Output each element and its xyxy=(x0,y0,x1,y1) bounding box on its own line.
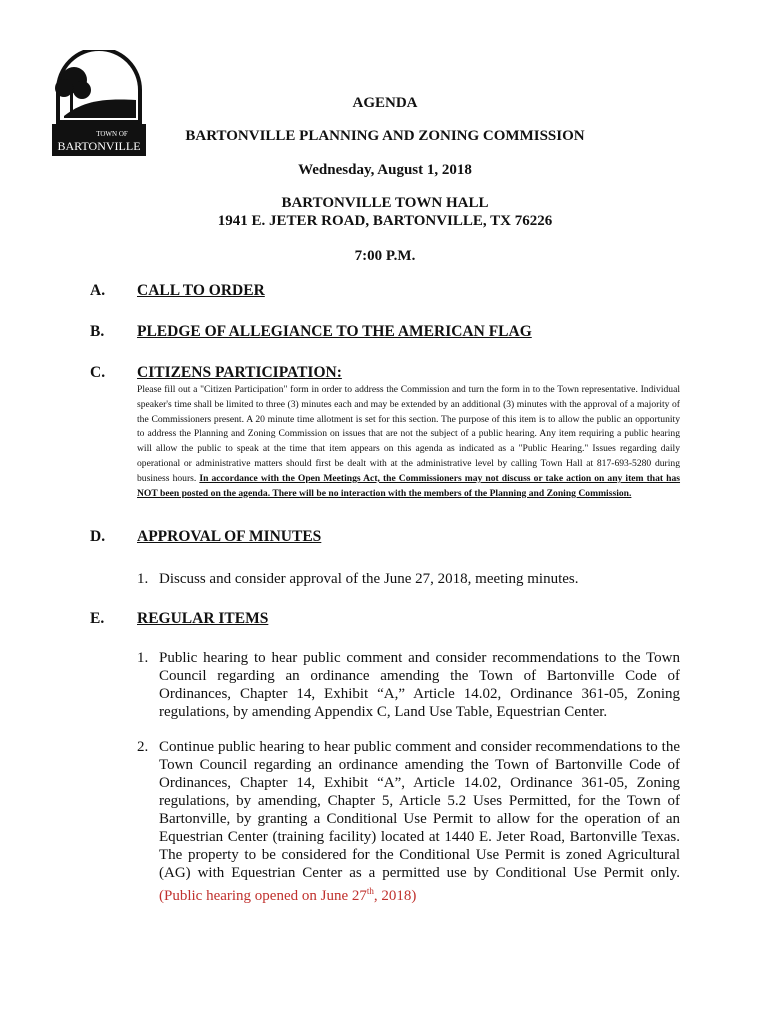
logo-line1: TOWN OF xyxy=(96,130,128,138)
item-number: 1. xyxy=(137,571,149,587)
citizens-participation-body: Please fill out a "Citizen Participation" form in order to address the Commission and turn the form in to the Town representative. Individual speaker's time shall be limited to three (3) minutes each and may be extended by an additional (3) minutes with the approval of a majority of the Commissioners present. A 20 minute time allotment is set for this section. The purpose of this item is to allow the public an opportunity to address the Planning and Zoning Commission on issues that are not the subject of a public hearing. Any item requiring a public hearing will allow the public to speak at the time that item appears on this agenda as indicated as a "Public Hearing." Issues regarding daily operational or administrative matters should first be dealt with at the administrative level by calling Town Hall at 817-693-5280 during business hours. xyxy=(137,384,680,484)
section-c-title: CITIZENS PARTICIPATION: xyxy=(137,364,342,381)
item-number: 1. xyxy=(137,650,149,666)
section-a-title: CALL TO ORDER xyxy=(137,282,265,299)
section-a-letter: A. xyxy=(90,282,106,299)
section-b-title: PLEDGE OF ALLEGIANCE TO THE AMERICAN FLAG xyxy=(137,323,532,340)
list-item xyxy=(137,649,680,721)
item-number: 2. xyxy=(137,739,149,755)
list-item xyxy=(137,738,680,905)
section-c-letter: C. xyxy=(90,364,106,381)
town-logo xyxy=(52,50,146,156)
public-hearing-note xyxy=(159,888,416,904)
item-body: Continue public hearing to hear public comment and consider recommendations to the Town Council regarding an ordinance amending the Town of Bartonville Code of Ordinances, Chapter 14, Exhibit “A”, Article 14.02, Ordinance 361-05, Zoning regulations, by amending, Chapter 5, Article 5.2 Uses Permitted, for the Town of Bartonville, by granting a Conditional Use Permit to allow for the operation of an Equestrian Center (training facility) located at 1440 E. Jeter Road, Bartonville Texas. The property to be considered for the Conditional Use Permit is zoned Agricultural (AG) with Equestrian Center as a permitted use by Conditional Use Permit only. xyxy=(159,739,680,881)
logo-line2: BARTONVILLE xyxy=(57,139,141,153)
venue-name: BARTONVILLE TOWN HALL xyxy=(281,195,489,211)
agenda-title: AGENDA xyxy=(352,95,418,111)
section-d-letter: D. xyxy=(90,528,106,545)
open-meetings-notice: In accordance with the Open Meetings Act, the Commissioners may not discuss or take action on any item that has NOT been posted on the agenda. There will be no interaction with the members of the Planning and Zoning Commission. xyxy=(137,472,681,499)
citizens-participation-text xyxy=(137,383,680,501)
item-text xyxy=(159,738,680,905)
item-text: Public hearing to hear public comment and consider recommendations to the Town Council regarding an ordinance amending the Town of Bartonville Code of Ordinances, Chapter 14, Exhibit “A,” Article 14.02, Ordinance 361-05, Zoning regulations, by amending Appendix C, Land Use Table, Equestrian Center. xyxy=(159,650,680,720)
commission-name: BARTONVILLE PLANNING AND ZONING COMMISSION xyxy=(185,128,585,144)
section-e-title: REGULAR ITEMS xyxy=(137,610,269,627)
note-superscript: th xyxy=(366,886,374,896)
list-item xyxy=(137,570,680,588)
note-prefix: (Public hearing opened on June 27 xyxy=(159,888,367,904)
note-suffix: , 2018) xyxy=(373,888,417,904)
meeting-time: 7:00 P.M. xyxy=(354,248,416,264)
venue-address: 1941 E. JETER ROAD, BARTONVILLE, TX 76226 xyxy=(217,213,553,229)
meeting-date: Wednesday, August 1, 2018 xyxy=(298,162,472,178)
section-e-letter: E. xyxy=(90,610,105,627)
item-text: Discuss and consider approval of the June 27, 2018, meeting minutes. xyxy=(159,571,579,587)
section-d-title: APPROVAL OF MINUTES xyxy=(137,528,322,545)
section-b-letter: B. xyxy=(90,323,105,340)
